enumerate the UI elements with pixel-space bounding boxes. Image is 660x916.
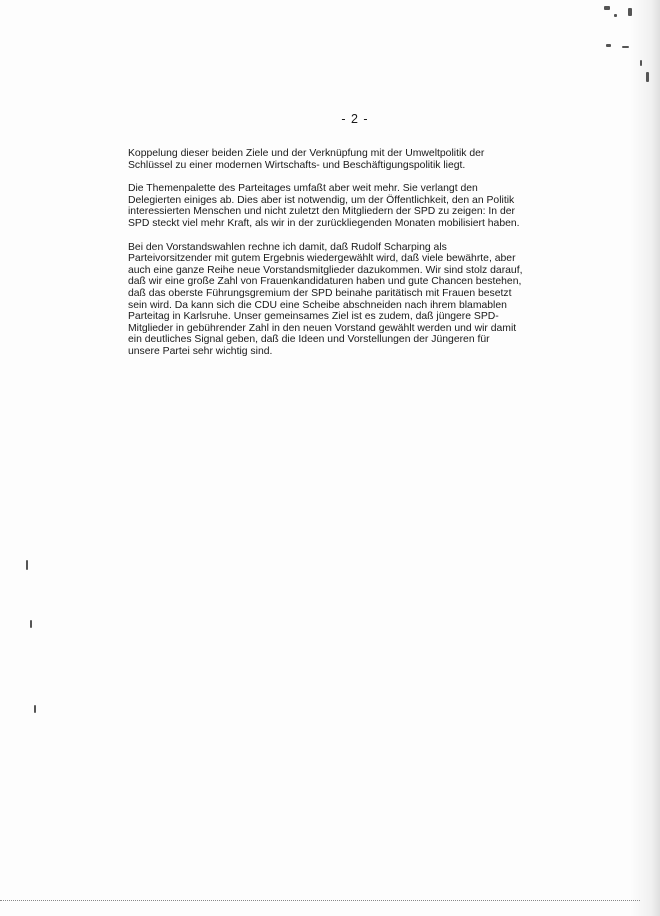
page-number: - 2 -: [341, 112, 369, 126]
text-line: auch eine ganze Reihe neue Vorstandsmitglieder dazukommen. Wir sind stolz darauf,: [128, 264, 523, 276]
text-line: interessierten Menschen und nicht zuletzt den Mitgliedern der SPD zu zeigen: In der: [128, 206, 515, 218]
scan-speck: [30, 620, 32, 628]
scan-bottom-edge: [0, 900, 640, 902]
text-line: Schlüssel zu einer modernen Wirtschafts- und Beschäftigungspolitik liegt.: [128, 159, 466, 171]
scan-speck: [622, 46, 629, 48]
paragraph: [128, 148, 548, 171]
text-line: daß wir eine große Zahl von Frauenkandidaturen haben und gute Chancen bestehen,: [128, 276, 522, 288]
scan-speck: [34, 705, 36, 713]
text-line: unsere Partei sehr wichtig sind.: [128, 345, 273, 357]
text-line: ein deutliches Signal geben, daß die Ideen und Vorstellungen der Jüngeren für: [128, 334, 490, 346]
body-text: [128, 148, 548, 370]
text-line: Bei den Vorstandswahlen rechne ich damit, daß Rudolf Scharping als: [128, 241, 447, 253]
text-line: Koppelung dieser beiden Ziele und der Verknüpfung mit der Umweltpolitik der: [128, 148, 485, 159]
scan-speck: [614, 14, 617, 17]
text-line: Delegierten einiges ab. Dies aber ist notwendig, um der Öffentlichkeit, den an Politik: [128, 194, 515, 206]
scan-speck: [640, 60, 642, 66]
text-line: Parteivorsitzender mit gutem Ergebnis wiedergewählt wird, daß viele bewährte, aber: [128, 253, 516, 265]
scan-speck: [26, 560, 28, 570]
text-line: Die Themenpalette des Parteitages umfaßt aber weit mehr. Sie verlangt den: [128, 183, 478, 195]
scan-speck: [604, 6, 610, 10]
text-line: daß das oberste Führungsgremium der SPD beinahe paritätisch mit Frauen besetzt: [128, 287, 512, 299]
scan-speck: [646, 72, 649, 82]
paragraph: [128, 183, 548, 229]
text-line: Mitglieder in gebührender Zahl in den neuen Vorstand gewählt werden und wir damit: [128, 322, 517, 334]
text-line: Parteitag in Karlsruhe. Unser gemeinsames Ziel ist es zudem, daß jüngere SPD-: [128, 311, 499, 323]
paragraph: [128, 242, 548, 358]
scan-shadow-right: [630, 0, 660, 916]
text-line: SPD steckt viel mehr Kraft, als wir in der zurückliegenden Monaten mobilisiert haben.: [128, 217, 520, 229]
text-line: sein wird. Da kann sich die CDU eine Scheibe abschneiden nach ihrem blamablen: [128, 299, 507, 311]
scan-shadow-left: [0, 0, 22, 916]
scan-speck: [606, 44, 611, 47]
scan-speck: [628, 8, 632, 16]
